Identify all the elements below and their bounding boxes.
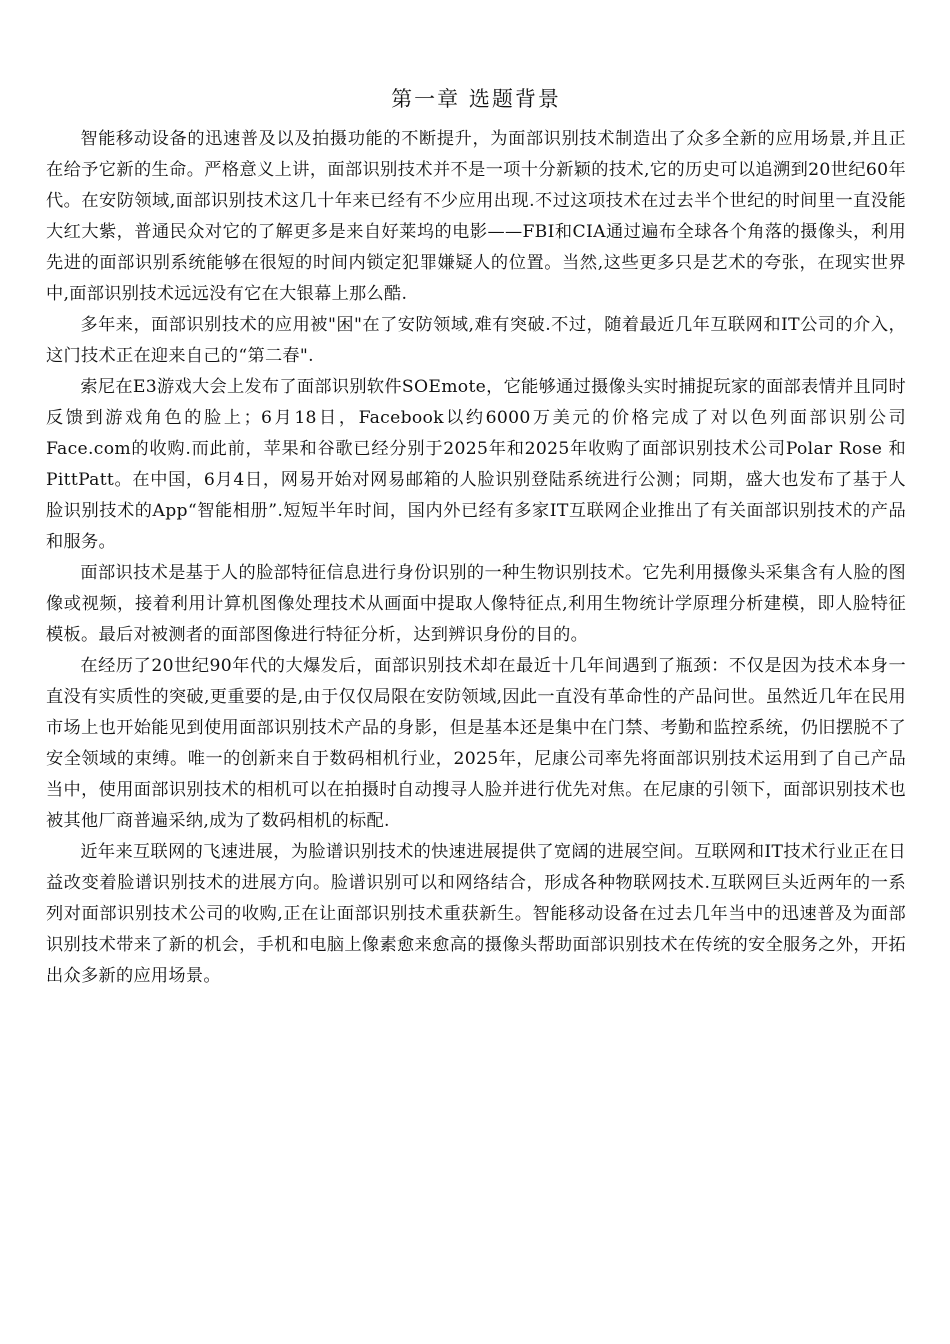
document-page [46,84,906,992]
paragraph-6: 近年来互联网的飞速进展，为脸谱识别技术的快速进展提供了宽阔的进展空间。互联网和IT技术行业正在日益改变着脸谱识别技术的进展方向。脸谱识别可以和网络结合，形成各种物联网技术.互联网巨头近两年的一系列对面部识别技术公司的收购,正在让面部识别技术重获新生。智能移动设备在过去几年当中的迅速普及为面部识别技术带来了新的机会，手机和电脑上像素愈来愈高的摄像头帮助面部识别技术在传统的安全服务之外，开拓出众多新的应用场景。 [46,842,906,986]
paragraph-1: 智能移动设备的迅速普及以及拍摄功能的不断提升，为面部识别技术制造出了众多全新的应用场景,并且正在给予它新的生命。严格意义上讲，面部识别技术并不是一项十分新颖的技术,它的历史可以追溯到20世纪60年代。在安防领域,面部识别技术这几十年来已经有不少应用出现.不过这项技术在过去半个世纪的时间里一直没能大红大紫，普通民众对它的了解更多是来自好莱坞的电影——FBI和CIA通过遍布全球各个角落的摄像头，利用先进的面部识别系统能够在很短的时间内锁定犯罪嫌疑人的位置。当然,这些更多只是艺术的夸张，在现实世界中,面部识别技术远远没有它在大银幕上那么酷. [46,129,906,304]
paragraph-5: 在经历了20世纪90年代的大爆发后，面部识别技术却在最近十几年间遇到了瓶颈：不仅是因为技术本身一直没有实质性的突破,更重要的是,由于仅仅局限在安防领域,因此一直没有革命性的产品问世。虽然近几年在民用市场上也开始能见到使用面部识别技术产品的身影，但是基本还是集中在门禁、考勤和监控系统，仍旧摆脱不了安全领域的束缚。唯一的创新来自于数码相机行业，2025年，尼康公司率先将面部识别技术运用到了自己产品当中，使用面部识别技术的相机可以在拍摄时自动搜寻人脸并进行优先对焦。在尼康的引领下，面部识别技术也被其他厂商普遍采纳,成为了数码相机的标配. [46,656,906,831]
paragraph-4: 面部识技术是基于人的脸部特征信息进行身份识别的一种生物识别技术。它先利用摄像头采集含有人脸的图像或视频，接着利用计算机图像处理技术从画面中提取人像特征点,利用生物统计学原理分析建模，即人脸特征模板。最后对被测者的面部图像进行特征分析，达到辨识身份的目的。 [46,563,906,645]
paragraph-2: 多年来，面部识别技术的应用被"困"在了安防领域,难有突破.不过，随着最近几年互联网和IT公司的介入，这门技术正在迎来自己的“第二春". [46,315,906,366]
chapter-title: 第一章 选题背景 [391,87,561,111]
paragraph-3: 索尼在E3游戏大会上发布了面部识别软件SOEmote，它能够通过摄像头实时捕捉玩家的面部表情并且同时反馈到游戏角色的脸上；6月18日，Facebook以约6000万美元的价格完成了对以色列面部识别公司Face.com的收购.而此前，苹果和谷歌已经分别于2025年和2025年收购了面部识别技术公司Polar Rose 和PittPatt。在中国，6月4日，网易开始对网易邮箱的人脸识别登陆系统进行公测；同期，盛大也发布了基于人脸识别技术的App“智能相册”.短短半年时间，国内外已经有多家IT互联网企业推出了有关面部识别技术的产品和服务。 [46,377,906,552]
